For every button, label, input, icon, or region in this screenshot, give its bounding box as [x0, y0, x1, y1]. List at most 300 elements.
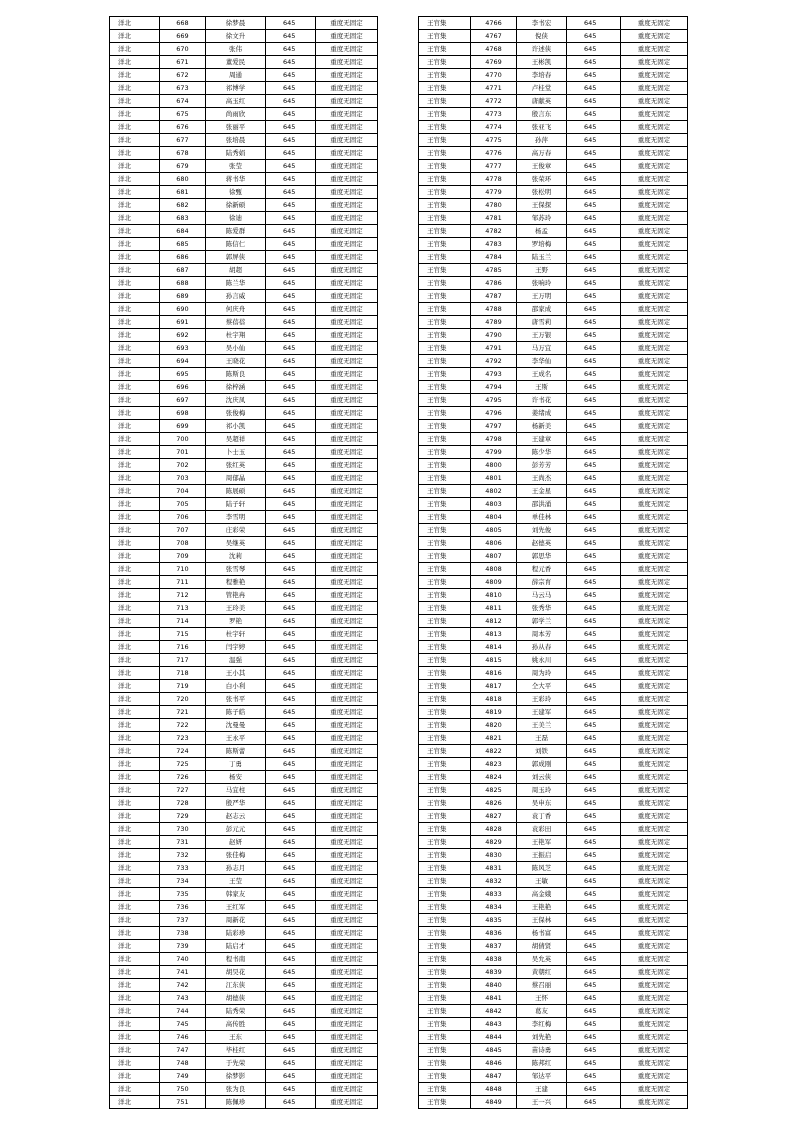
name-cell: 邵洪涌	[517, 498, 567, 511]
category-cell: 重度无固定	[621, 1057, 688, 1070]
amount-cell: 645	[567, 1005, 621, 1018]
id-cell: 4823	[471, 758, 517, 771]
amount-cell: 645	[266, 914, 316, 927]
name-cell: 王俊章	[517, 160, 567, 173]
name-cell: 邵家成	[517, 303, 567, 316]
amount-cell: 645	[266, 641, 316, 654]
table-row	[419, 537, 688, 550]
amount-cell: 645	[567, 589, 621, 602]
district-cell: 洋北	[110, 264, 160, 277]
district-cell: 王官集	[419, 667, 471, 680]
category-cell: 重度无固定	[621, 979, 688, 992]
name-cell: 吴小仙	[206, 342, 266, 355]
amount-cell: 645	[567, 953, 621, 966]
name-cell: 张亚飞	[517, 121, 567, 134]
amount-cell: 645	[567, 56, 621, 69]
amount-cell: 645	[567, 420, 621, 433]
category-cell: 重度无固定	[316, 537, 378, 550]
district-cell: 洋北	[110, 797, 160, 810]
district-cell: 王官集	[419, 550, 471, 563]
id-cell: 4837	[471, 940, 517, 953]
table-row	[110, 914, 378, 927]
id-cell: 4774	[471, 121, 517, 134]
amount-cell: 645	[567, 602, 621, 615]
name-cell: 李华仙	[517, 355, 567, 368]
category-cell: 重度无固定	[316, 17, 378, 30]
id-cell: 4773	[471, 108, 517, 121]
table-row	[110, 238, 378, 251]
category-cell: 重度无固定	[316, 862, 378, 875]
amount-cell: 645	[266, 706, 316, 719]
district-cell: 王官集	[419, 758, 471, 771]
category-cell: 重度无固定	[621, 95, 688, 108]
table-row	[419, 69, 688, 82]
id-cell: 4846	[471, 1057, 517, 1070]
id-cell: 686	[160, 251, 206, 264]
table-row	[110, 784, 378, 797]
category-cell: 重度无固定	[621, 498, 688, 511]
amount-cell: 645	[567, 199, 621, 212]
category-cell: 重度无固定	[316, 355, 378, 368]
id-cell: 719	[160, 680, 206, 693]
name-cell: 蔡召丽	[517, 979, 567, 992]
table-row	[419, 927, 688, 940]
district-cell: 王官集	[419, 537, 471, 550]
table-row	[110, 875, 378, 888]
table-row	[419, 43, 688, 56]
amount-cell: 645	[567, 225, 621, 238]
amount-cell: 645	[266, 381, 316, 394]
id-cell: 4801	[471, 472, 517, 485]
id-cell: 4822	[471, 745, 517, 758]
amount-cell: 645	[567, 511, 621, 524]
name-cell: 王怀	[517, 992, 567, 1005]
category-cell: 重度无固定	[621, 615, 688, 628]
category-cell: 重度无固定	[316, 888, 378, 901]
id-cell: 720	[160, 693, 206, 706]
name-cell: 高万春	[517, 147, 567, 160]
category-cell: 重度无固定	[316, 212, 378, 225]
district-cell: 洋北	[110, 1005, 160, 1018]
name-cell: 王建章	[517, 433, 567, 446]
id-cell: 699	[160, 420, 206, 433]
table-row	[110, 264, 378, 277]
table-row	[419, 446, 688, 459]
amount-cell: 645	[567, 303, 621, 316]
amount-cell: 645	[567, 17, 621, 30]
amount-cell: 645	[266, 290, 316, 303]
id-cell: 4785	[471, 264, 517, 277]
amount-cell: 645	[567, 1083, 621, 1096]
table-row	[419, 407, 688, 420]
table-row	[110, 537, 378, 550]
table-row	[419, 173, 688, 186]
id-cell: 688	[160, 277, 206, 290]
id-cell: 748	[160, 1057, 206, 1070]
category-cell: 重度无固定	[621, 30, 688, 43]
table-row	[419, 316, 688, 329]
category-cell: 重度无固定	[621, 1096, 688, 1109]
category-cell: 重度无固定	[316, 1031, 378, 1044]
category-cell: 重度无固定	[316, 368, 378, 381]
name-cell: 徐梓涵	[206, 381, 266, 394]
table-row	[419, 576, 688, 589]
name-cell: 沈曼曼	[206, 719, 266, 732]
id-cell: 4810	[471, 589, 517, 602]
amount-cell: 645	[266, 784, 316, 797]
district-cell: 洋北	[110, 680, 160, 693]
category-cell: 重度无固定	[621, 368, 688, 381]
amount-cell: 645	[567, 160, 621, 173]
category-cell: 重度无固定	[316, 420, 378, 433]
name-cell: 蒋书华	[206, 173, 266, 186]
id-cell: 698	[160, 407, 206, 420]
district-cell: 洋北	[110, 589, 160, 602]
name-cell: 王万明	[517, 290, 567, 303]
amount-cell: 645	[567, 121, 621, 134]
table-row	[110, 212, 378, 225]
district-cell: 洋北	[110, 394, 160, 407]
district-cell: 洋北	[110, 810, 160, 823]
id-cell: 4792	[471, 355, 517, 368]
id-cell: 4795	[471, 394, 517, 407]
name-cell: 周新花	[206, 914, 266, 927]
table-row	[110, 693, 378, 706]
category-cell: 重度无固定	[316, 108, 378, 121]
table-row	[419, 966, 688, 979]
amount-cell: 645	[266, 251, 316, 264]
name-cell: 祁博学	[206, 82, 266, 95]
category-cell: 重度无固定	[316, 797, 378, 810]
table-row	[419, 147, 688, 160]
district-cell: 洋北	[110, 381, 160, 394]
id-cell: 702	[160, 459, 206, 472]
id-cell: 4808	[471, 563, 517, 576]
table-row	[110, 485, 378, 498]
category-cell: 重度无固定	[621, 342, 688, 355]
id-cell: 4839	[471, 966, 517, 979]
name-cell: 王保林	[517, 914, 567, 927]
id-cell: 715	[160, 628, 206, 641]
district-cell: 洋北	[110, 693, 160, 706]
amount-cell: 645	[266, 1070, 316, 1083]
name-cell: 黄朝红	[517, 966, 567, 979]
id-cell: 4845	[471, 1044, 517, 1057]
category-cell: 重度无固定	[316, 1070, 378, 1083]
district-cell: 洋北	[110, 615, 160, 628]
name-cell: 张丽平	[206, 121, 266, 134]
category-cell: 重度无固定	[621, 225, 688, 238]
category-cell: 重度无固定	[316, 927, 378, 940]
id-cell: 4835	[471, 914, 517, 927]
district-cell: 王官集	[419, 862, 471, 875]
table-row	[110, 641, 378, 654]
name-cell: 吴申东	[517, 797, 567, 810]
left-table	[109, 16, 378, 1109]
table-row	[419, 251, 688, 264]
id-cell: 4782	[471, 225, 517, 238]
name-cell: 张俊梅	[206, 407, 266, 420]
id-cell: 738	[160, 927, 206, 940]
right-table	[418, 16, 688, 1109]
id-cell: 691	[160, 316, 206, 329]
table-row	[110, 303, 378, 316]
amount-cell: 645	[266, 498, 316, 511]
category-cell: 重度无固定	[316, 641, 378, 654]
table-row	[110, 368, 378, 381]
name-cell: 唐雪莉	[517, 316, 567, 329]
category-cell: 重度无固定	[316, 446, 378, 459]
table-row	[419, 433, 688, 446]
table-row	[110, 602, 378, 615]
category-cell: 重度无固定	[316, 732, 378, 745]
amount-cell: 645	[567, 667, 621, 680]
id-cell: 4830	[471, 849, 517, 862]
amount-cell: 645	[567, 810, 621, 823]
table-row	[419, 121, 688, 134]
name-cell: 周郁晶	[206, 472, 266, 485]
amount-cell: 645	[266, 186, 316, 199]
district-cell: 洋北	[110, 160, 160, 173]
district-cell: 王官集	[419, 407, 471, 420]
district-cell: 洋北	[110, 745, 160, 758]
category-cell: 重度无固定	[621, 1070, 688, 1083]
district-cell: 洋北	[110, 641, 160, 654]
id-cell: 736	[160, 901, 206, 914]
amount-cell: 645	[266, 849, 316, 862]
district-cell: 洋北	[110, 628, 160, 641]
category-cell: 重度无固定	[316, 810, 378, 823]
id-cell: 692	[160, 329, 206, 342]
category-cell: 重度无固定	[316, 654, 378, 667]
id-cell: 4767	[471, 30, 517, 43]
table-row	[110, 277, 378, 290]
name-cell: 卜士玉	[206, 446, 266, 459]
name-cell: 王斯	[517, 381, 567, 394]
category-cell: 重度无固定	[621, 160, 688, 173]
id-cell: 669	[160, 30, 206, 43]
district-cell: 洋北	[110, 316, 160, 329]
table-row	[110, 225, 378, 238]
table-row	[110, 680, 378, 693]
district-cell: 王官集	[419, 823, 471, 836]
id-cell: 679	[160, 160, 206, 173]
district-cell: 王官集	[419, 342, 471, 355]
id-cell: 4833	[471, 888, 517, 901]
name-cell: 陈斯良	[206, 368, 266, 381]
name-cell: 王磊	[517, 732, 567, 745]
district-cell: 王官集	[419, 745, 471, 758]
category-cell: 重度无固定	[316, 602, 378, 615]
table-row	[419, 1057, 688, 1070]
district-cell: 王官集	[419, 381, 471, 394]
table-row	[110, 43, 378, 56]
amount-cell: 645	[266, 420, 316, 433]
id-cell: 4797	[471, 420, 517, 433]
name-cell: 王艳艳	[517, 901, 567, 914]
amount-cell: 645	[567, 654, 621, 667]
category-cell: 重度无固定	[316, 1057, 378, 1070]
id-cell: 4783	[471, 238, 517, 251]
category-cell: 重度无固定	[316, 43, 378, 56]
table-row	[419, 1044, 688, 1057]
amount-cell: 645	[266, 446, 316, 459]
id-cell: 4841	[471, 992, 517, 1005]
table-row	[419, 693, 688, 706]
name-cell: 张莹	[206, 160, 266, 173]
amount-cell: 645	[266, 30, 316, 43]
category-cell: 重度无固定	[621, 329, 688, 342]
id-cell: 694	[160, 355, 206, 368]
district-cell: 王官集	[419, 147, 471, 160]
id-cell: 4779	[471, 186, 517, 199]
district-cell: 王官集	[419, 797, 471, 810]
district-cell: 王官集	[419, 186, 471, 199]
name-cell: 王振启	[517, 849, 567, 862]
district-cell: 洋北	[110, 69, 160, 82]
name-cell: 王永平	[206, 732, 266, 745]
right-table-body	[419, 17, 688, 1109]
name-cell: 殷言东	[517, 108, 567, 121]
district-cell: 洋北	[110, 472, 160, 485]
name-cell: 姜绪成	[517, 407, 567, 420]
table-row	[419, 108, 688, 121]
category-cell: 重度无固定	[621, 784, 688, 797]
category-cell: 重度无固定	[621, 719, 688, 732]
id-cell: 4789	[471, 316, 517, 329]
id-cell: 737	[160, 914, 206, 927]
amount-cell: 645	[567, 875, 621, 888]
category-cell: 重度无固定	[316, 823, 378, 836]
amount-cell: 645	[567, 1070, 621, 1083]
category-cell: 重度无固定	[621, 43, 688, 56]
category-cell: 重度无固定	[316, 1005, 378, 1018]
category-cell: 重度无固定	[316, 30, 378, 43]
amount-cell: 645	[266, 862, 316, 875]
amount-cell: 645	[266, 212, 316, 225]
table-row	[419, 485, 688, 498]
category-cell: 重度无固定	[316, 394, 378, 407]
name-cell: 邹苏玲	[517, 212, 567, 225]
amount-cell: 645	[266, 264, 316, 277]
table-row	[110, 992, 378, 1005]
id-cell: 683	[160, 212, 206, 225]
table-row	[110, 1096, 378, 1109]
category-cell: 重度无固定	[621, 602, 688, 615]
table-row	[419, 199, 688, 212]
category-cell: 重度无固定	[316, 1083, 378, 1096]
name-cell: 王小其	[206, 667, 266, 680]
name-cell: 彭芳芳	[517, 459, 567, 472]
id-cell: 689	[160, 290, 206, 303]
amount-cell: 645	[266, 407, 316, 420]
name-cell: 张佳梅	[206, 849, 266, 862]
id-cell: 750	[160, 1083, 206, 1096]
amount-cell: 645	[266, 56, 316, 69]
table-row	[419, 680, 688, 693]
category-cell: 重度无固定	[621, 355, 688, 368]
table-row	[419, 589, 688, 602]
category-cell: 重度无固定	[316, 56, 378, 69]
category-cell: 重度无固定	[621, 251, 688, 264]
name-cell: 王东	[206, 1031, 266, 1044]
category-cell: 重度无固定	[621, 771, 688, 784]
id-cell: 670	[160, 43, 206, 56]
category-cell: 重度无固定	[621, 810, 688, 823]
table-row	[419, 1005, 688, 1018]
amount-cell: 645	[266, 875, 316, 888]
id-cell: 4825	[471, 784, 517, 797]
table-row	[110, 771, 378, 784]
id-cell: 745	[160, 1018, 206, 1031]
id-cell: 4838	[471, 953, 517, 966]
name-cell: 孙言威	[206, 290, 266, 303]
id-cell: 4840	[471, 979, 517, 992]
district-cell: 王官集	[419, 784, 471, 797]
name-cell: 陆秀荣	[206, 1005, 266, 1018]
district-cell: 洋北	[110, 823, 160, 836]
table-row	[110, 251, 378, 264]
name-cell: 李雪明	[206, 511, 266, 524]
district-cell: 王官集	[419, 992, 471, 1005]
category-cell: 重度无固定	[316, 628, 378, 641]
name-cell: 孙从春	[517, 641, 567, 654]
amount-cell: 645	[266, 1031, 316, 1044]
amount-cell: 645	[266, 901, 316, 914]
district-cell: 王官集	[419, 940, 471, 953]
id-cell: 705	[160, 498, 206, 511]
district-cell: 王官集	[419, 511, 471, 524]
name-cell: 何庆舟	[206, 303, 266, 316]
name-cell: 葛友	[517, 1005, 567, 1018]
category-cell: 重度无固定	[316, 199, 378, 212]
category-cell: 重度无固定	[316, 771, 378, 784]
table-row	[110, 628, 378, 641]
amount-cell: 645	[567, 706, 621, 719]
name-cell: 李培春	[517, 69, 567, 82]
amount-cell: 645	[266, 160, 316, 173]
table-row	[419, 420, 688, 433]
district-cell: 洋北	[110, 875, 160, 888]
amount-cell: 645	[266, 173, 316, 186]
amount-cell: 645	[567, 849, 621, 862]
id-cell: 696	[160, 381, 206, 394]
category-cell: 重度无固定	[316, 680, 378, 693]
id-cell: 4798	[471, 433, 517, 446]
id-cell: 4836	[471, 927, 517, 940]
name-cell: 程雅艳	[206, 576, 266, 589]
id-cell: 735	[160, 888, 206, 901]
amount-cell: 645	[266, 719, 316, 732]
id-cell: 4786	[471, 277, 517, 290]
id-cell: 4844	[471, 1031, 517, 1044]
table-row	[419, 602, 688, 615]
category-cell: 重度无固定	[621, 537, 688, 550]
table-row	[110, 342, 378, 355]
amount-cell: 645	[567, 784, 621, 797]
id-cell: 723	[160, 732, 206, 745]
table-row	[419, 641, 688, 654]
table-row	[419, 719, 688, 732]
id-cell: 740	[160, 953, 206, 966]
amount-cell: 645	[266, 537, 316, 550]
id-cell: 725	[160, 758, 206, 771]
name-cell: 袁丁香	[517, 810, 567, 823]
table-row	[110, 433, 378, 446]
category-cell: 重度无固定	[621, 394, 688, 407]
name-cell: 尚雨欣	[206, 108, 266, 121]
amount-cell: 645	[567, 888, 621, 901]
